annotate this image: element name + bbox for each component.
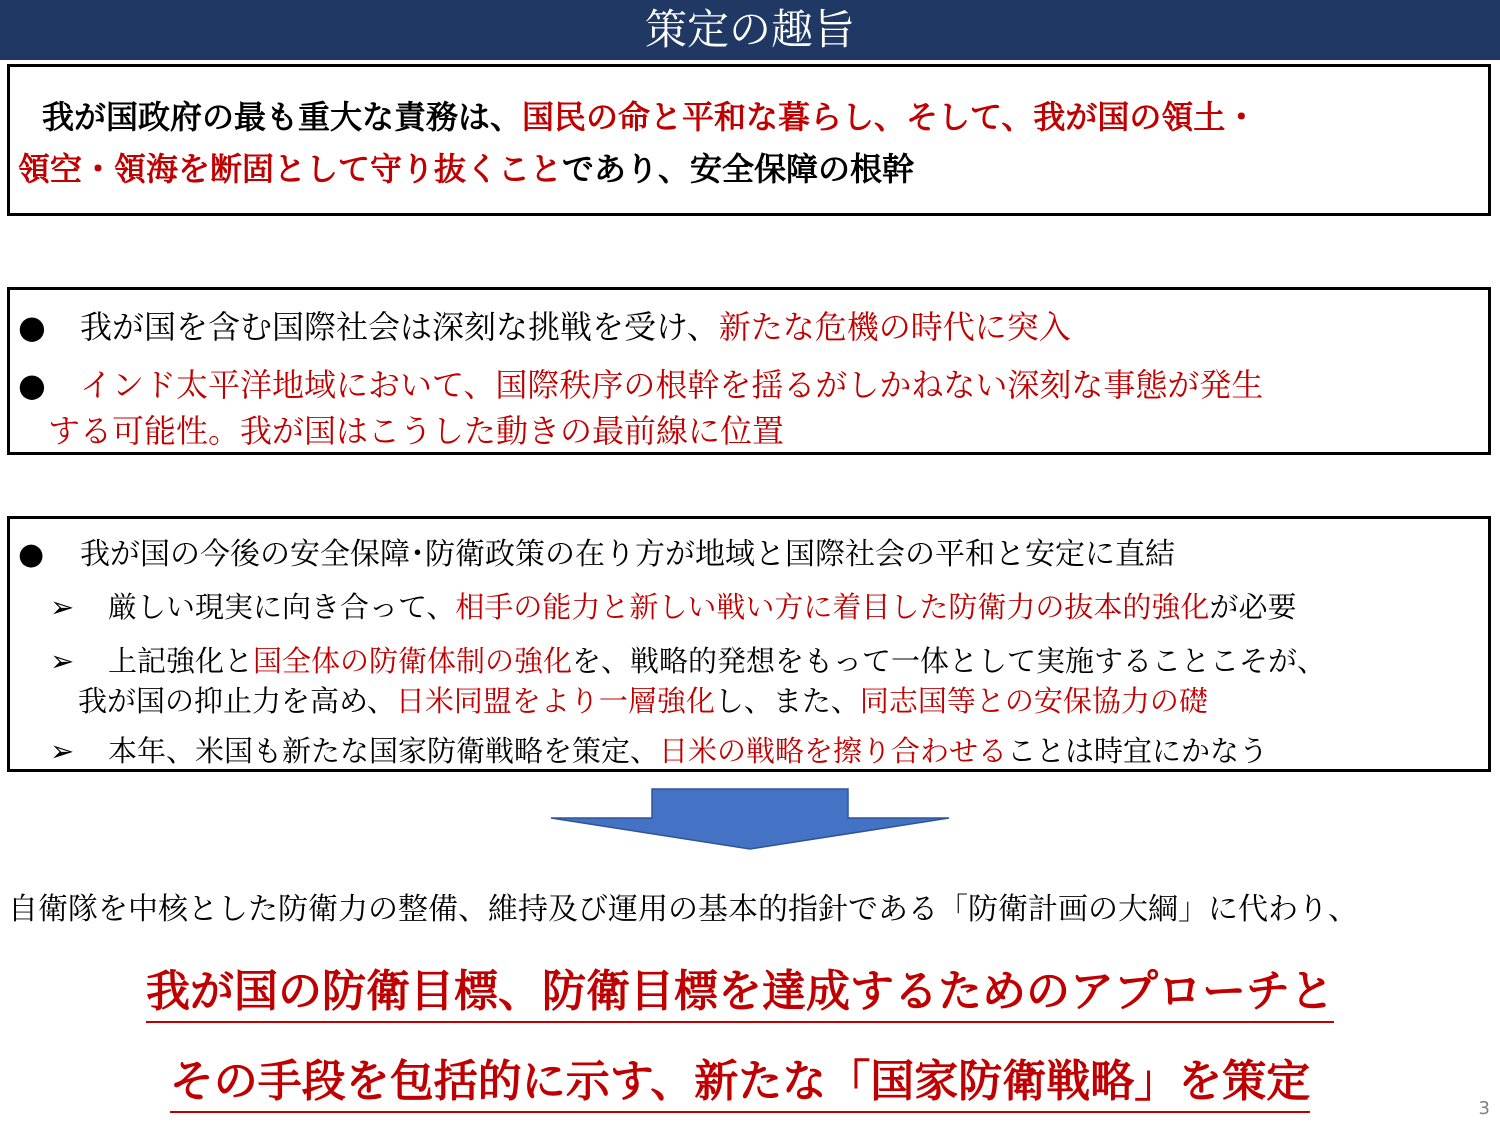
list-item-continuation: する可能性。我が国はこうした動きの最前線に位置 [48,412,785,450]
highlight-segment: 相手の能力と新しい戦い方に着目した防衛力の抜本的強化 [455,590,1210,624]
text-segment: 本年、米国も新たな国家防衛戦略を策定、 [108,734,660,768]
list-item [18,360,1263,406]
core-responsibility-box [7,64,1491,216]
slide-title: 策定の趣旨 [0,0,1500,60]
text-segment: であり、安全保障の根幹 [562,150,915,188]
arrow-bullet-icon: ➢ [50,734,75,768]
sub-list-item [50,585,1296,626]
bullet-icon: ● [18,537,45,572]
arrow-bullet-icon: ➢ [50,644,75,678]
down-arrow-shape [551,789,949,849]
core-responsibility-text [18,91,1482,195]
arrow-bullet-icon: ➢ [50,590,75,624]
highlight-segment: 日米の戦略を擦り合わせる [659,734,1008,768]
policy-direction-box [7,516,1491,772]
intro-text: 自衛隊を中核とした防衛力の整備、維持及び運用の基本的指針である「防衛計画の大綱」に代わり、 [8,892,1358,927]
conclusion-text: その手段を包括的に示す、新たな「国家防衛戦略」を策定 [170,1056,1310,1113]
text-segment: 我が国を含む国際社会は深刻な挑戦を受け、 [80,308,719,346]
conclusion-line-2 [0,1045,1480,1109]
highlight-segment: 新たな危機の時代に突入 [718,308,1071,346]
text-segment: し、また、 [714,684,860,718]
bullet-icon: ● [18,366,46,404]
sub-list-item [50,639,1326,680]
text-segment: ことは時宜にかなう [1007,734,1269,768]
highlight-segment: 国全体の防衛体制の強化 [253,644,573,678]
text-segment: が必要 [1209,590,1297,624]
sub-list-item [50,729,1268,770]
down-arrow-icon [550,788,950,850]
text-segment: 上記強化と [108,644,254,678]
security-environment-box [7,287,1491,455]
highlight-segment: 日米同盟をより一層強化 [395,684,715,718]
highlight-segment: 国民の命と平和な暮らし、そして、我が国の領土・ [522,98,1258,136]
highlight-segment: 同志国等との安保協力の礎 [859,684,1208,718]
list-item [18,529,1175,573]
conclusion-text: 我が国の防衛目標、防衛目標を達成するためのアプローチと [146,966,1334,1023]
text-segment: を、戦略的発想をもって一体として実施することこそが、 [572,644,1327,678]
text-segment: 厳しい現実に向き合って、 [108,590,456,624]
list-item [18,302,1071,348]
highlight-segment: 領空・領海を断固として守り抜くこと [18,150,563,188]
sub-list-item-continuation [78,679,1208,720]
text-segment: 我が国の抑止力を高め、 [78,684,396,718]
text-segment: 我が国政府の最も重大な責務は、 [42,98,523,136]
bullet-icon: ● [18,308,46,346]
page-number: 3 [1478,1098,1490,1119]
text-segment: 我が国の今後の安全保障･防衛政策の在り方が地域と国際社会の平和と安定に直結 [80,537,1175,572]
highlight-segment: インド太平洋地域において、国際秩序の根幹を揺るがしかねない深刻な事態が発生 [80,366,1264,404]
conclusion-line-1 [0,955,1480,1019]
